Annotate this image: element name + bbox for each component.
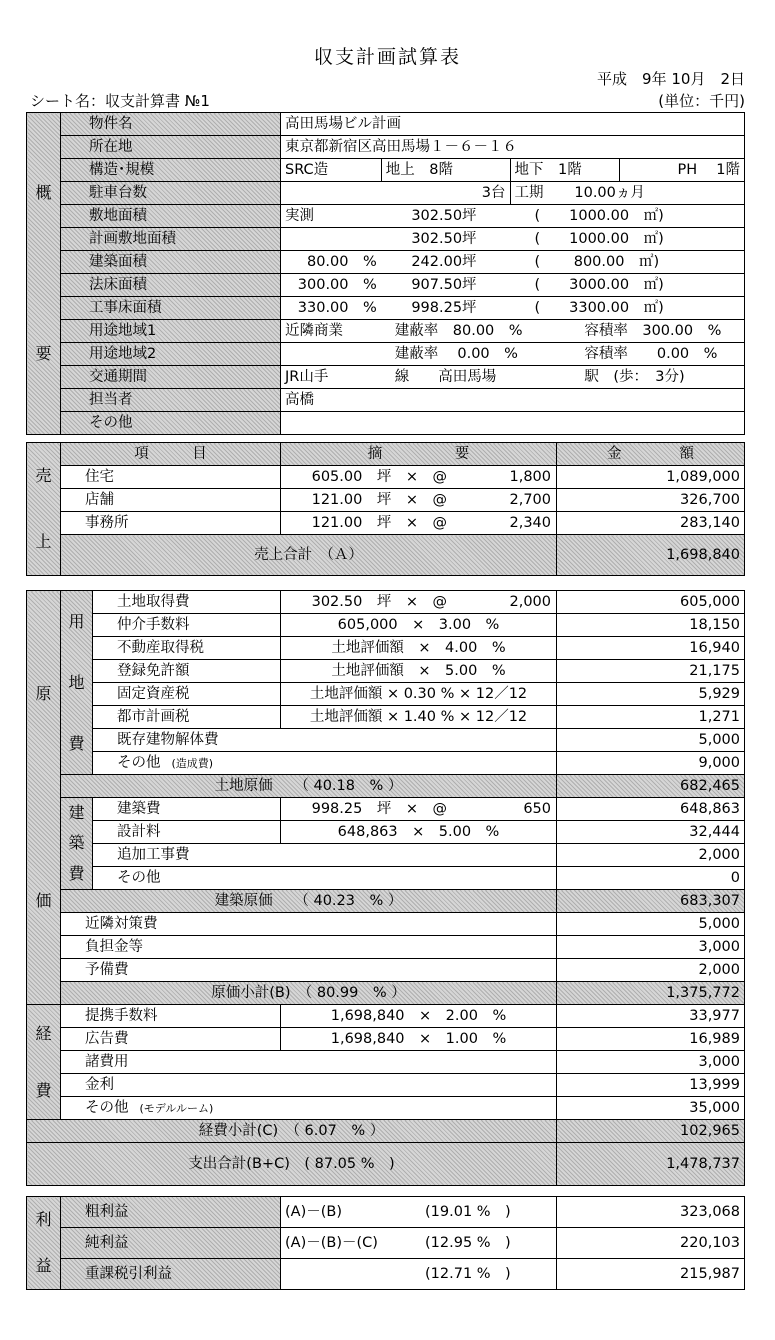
sales-total-amount: 1,698,840 [557, 535, 745, 576]
cost-amount: 18,150 [557, 614, 745, 637]
cell-part: 建蔽率 80.00 % [394, 323, 523, 339]
profit-item: 純利益 [61, 1228, 281, 1259]
overview-row [27, 412, 745, 435]
overview-label: 用途地域2 [61, 343, 281, 366]
cost-item [93, 706, 281, 729]
sales-desc [281, 489, 557, 512]
profit-amount: 323,068 [557, 1197, 745, 1228]
overview-label: その他 [61, 412, 281, 435]
cell-part [481, 251, 531, 273]
cost-item-label: 土地取得費 [117, 594, 190, 610]
cost-subtotal-row [27, 982, 745, 1005]
cost-amount: 16,940 [557, 637, 745, 660]
cost-desc: 土地評価額 × 5.00 % [281, 660, 557, 683]
land-cost-row [27, 591, 745, 614]
cell-part: 300.00 % [297, 277, 377, 293]
profit-amount: 220,103 [557, 1228, 745, 1259]
profit-row [27, 1197, 745, 1228]
expense-side-label [27, 1005, 61, 1120]
profit-item: 粗利益 [61, 1197, 281, 1228]
cell-part: (12.95 % ) [425, 1235, 511, 1251]
sales-item: 住宅 [61, 466, 281, 489]
cost-item-label: 固定資産税 [117, 686, 190, 702]
cell-part: 121.00 坪 × @ [311, 492, 447, 508]
overview-row [27, 205, 745, 228]
spending-total-amount: 1,478,737 [557, 1143, 745, 1186]
cell-part: ( 800.00 ㎡) [534, 254, 660, 270]
build-side-label [61, 798, 93, 890]
expense-amount: 16,989 [557, 1028, 745, 1051]
expense-amount: 3,000 [557, 1051, 745, 1074]
profit-row [27, 1228, 745, 1259]
side-label-char: 築 [68, 833, 85, 853]
cell-part: JR山手 [285, 369, 329, 385]
side-label-char: 費 [35, 1080, 52, 1100]
cell-part: 302.50坪 [411, 231, 477, 247]
sales-row [27, 512, 745, 535]
cost-item-label: 諸費用 [85, 1054, 129, 1070]
side-label-char: 価 [35, 890, 52, 910]
cost-item-label: 設計料 [117, 824, 161, 840]
cost-item-note: (造成費) [160, 756, 214, 770]
unit-label: (単位：千円) [658, 92, 745, 110]
overview-row [27, 228, 745, 251]
cost-amount: 5,000 [557, 729, 745, 752]
sales-desc [281, 466, 557, 489]
cell-part: 工期 [514, 185, 544, 201]
land-cost-row [27, 614, 745, 637]
cost-item-label: 建築費 [117, 801, 161, 817]
cost-amount: 3,000 [557, 936, 745, 959]
overview-row [27, 297, 745, 320]
overview-row [27, 159, 745, 182]
cell-part [481, 274, 531, 296]
overview-label: 用途地域1 [61, 320, 281, 343]
land-cost-row [27, 683, 745, 706]
cost-desc [281, 591, 557, 614]
cell-part: 998.25 坪 × @ [311, 801, 447, 817]
land-cost-row [27, 752, 745, 775]
document-date: 平成 9年 10月 2日 [597, 70, 745, 88]
expense-subtotal-label: 経費小計(C) （ 6.07 % ） [27, 1120, 557, 1143]
cell-part: 線 高田馬場 [394, 369, 497, 385]
other-cost-row [27, 913, 745, 936]
cost-desc [281, 798, 557, 821]
land-cost-row [27, 637, 745, 660]
side-label-char: 費 [68, 863, 85, 883]
overview-row [27, 274, 745, 297]
build-total-label: 建築原価 （ 40.23 % ） [61, 890, 557, 913]
cost-item-label: 追加工事費 [117, 847, 190, 863]
cell-part: ( 1000.00 ㎡) [534, 231, 664, 247]
cell-part: 121.00 坪 × @ [311, 515, 447, 531]
overview-row [27, 113, 745, 136]
cost-item [93, 844, 557, 867]
profit-formula [281, 1259, 557, 1290]
cost-item: 負担金等 [61, 936, 557, 959]
cell-part: 998.25坪 [411, 300, 477, 316]
overview-label: 交通期間 [61, 366, 281, 389]
build-cost-row [27, 821, 745, 844]
overview-value [281, 343, 745, 366]
cost-item-label: 都市計画税 [117, 709, 190, 725]
cost-desc: 土地評価額 × 1.40 % × 12／12 [281, 706, 557, 729]
cell-part: 302.50坪 [411, 208, 477, 224]
overview-label: 建築面積 [61, 251, 281, 274]
cost-item [61, 1097, 557, 1120]
overview-label: 駐車台数 [61, 182, 281, 205]
side-label-char: 用 [68, 611, 85, 631]
overview-value [281, 159, 745, 182]
expense-desc: 1,698,840 × 2.00 % [281, 1005, 557, 1028]
land-cost-row [27, 729, 745, 752]
profit-side-label [27, 1197, 61, 1290]
side-label-char: 費 [68, 733, 85, 753]
cost-item [93, 867, 557, 890]
cell-part: (12.71 % ) [425, 1266, 511, 1282]
profit-formula [281, 1197, 557, 1228]
cost-amount: 648,863 [557, 798, 745, 821]
cell-part: 1,800 [509, 469, 551, 485]
land-total-amount: 682,465 [557, 775, 745, 798]
cost-desc: 648,863 × 5.00 % [281, 821, 557, 844]
cost-item-label: 提携手数料 [85, 1008, 158, 1024]
sales-desc [281, 512, 557, 535]
land-cost-row [27, 706, 745, 729]
expense-row [27, 1005, 745, 1028]
cost-item [93, 683, 281, 706]
spending-total-label: 支出合計(B+C) ( 87.05 % ) [27, 1143, 557, 1186]
expense-row [27, 1051, 745, 1074]
cell-part: SRC造 [285, 162, 329, 178]
cost-item-note: (モデルルーム) [128, 1101, 214, 1115]
cost-item [93, 614, 281, 637]
build-total-amount: 683,307 [557, 890, 745, 913]
sales-item: 店舗 [61, 489, 281, 512]
sales-row [27, 489, 745, 512]
cost-desc: 土地評価額 × 4.00 % [281, 637, 557, 660]
cost-item-label: その他 [117, 870, 161, 886]
expense-row [27, 1097, 745, 1120]
overview-row [27, 251, 745, 274]
column-header-item: 項 目 [61, 443, 281, 466]
expense-desc: 1,698,840 × 1.00 % [281, 1028, 557, 1051]
sales-header-row [27, 443, 745, 466]
cell-part: (19.01 % ) [425, 1204, 511, 1220]
profit-amount: 215,987 [557, 1259, 745, 1290]
cell-part: (A)－(B) [285, 1204, 342, 1220]
cost-item-label: 金利 [85, 1077, 114, 1093]
profit-table [26, 1196, 745, 1290]
overview-row [27, 343, 745, 366]
cost-item: 近隣対策費 [61, 913, 557, 936]
cell-part: 地下 1階 [511, 159, 621, 181]
side-label-char: 利 [35, 1210, 52, 1229]
cost-item-label: その他 [117, 754, 161, 771]
side-label-char: 建 [68, 803, 85, 823]
overview-value: 高田馬場ビル計画 [281, 113, 745, 136]
overview-label: 物件名 [61, 113, 281, 136]
side-label-char: 地 [68, 672, 85, 692]
cost-desc: 605,000 × 3.00 % [281, 614, 557, 637]
cell-part [281, 343, 391, 365]
cost-item: 予備費 [61, 959, 557, 982]
cell-part: 2,340 [509, 515, 551, 531]
sales-table [26, 442, 745, 576]
cell-part: 80.00 % [306, 254, 377, 270]
cost-item [93, 729, 557, 752]
cost-amount: 2,000 [557, 959, 745, 982]
cost-amount: 32,444 [557, 821, 745, 844]
overview-value [281, 320, 745, 343]
cost-side-label [27, 591, 61, 1005]
cell-part: 2,000 [509, 594, 551, 610]
other-cost-row [27, 959, 745, 982]
cell-part: 建蔽率 0.00 % [394, 346, 518, 362]
cell-part [281, 228, 381, 250]
sales-total-label: 売上合計 （Ａ） [61, 535, 557, 576]
cell-part: 242.00坪 [411, 254, 477, 270]
side-label-char: 原 [35, 684, 52, 704]
sales-amount: 283,140 [557, 512, 745, 535]
overview-value: 高橋 [281, 389, 745, 412]
other-cost-row [27, 936, 745, 959]
build-cost-row [27, 867, 745, 890]
land-total-row [27, 775, 745, 798]
cell-part: 650 [523, 801, 551, 817]
expense-row [27, 1028, 745, 1051]
cost-item [93, 752, 557, 775]
expense-subtotal-amount: 102,965 [557, 1120, 745, 1143]
cost-item-label: 不動産取得税 [117, 640, 204, 656]
spending-total-row [27, 1143, 745, 1186]
cost-amount: 5,929 [557, 683, 745, 706]
cost-desc: 土地評価額 × 0.30 % × 12／12 [281, 683, 557, 706]
overview-label: 工事床面積 [61, 297, 281, 320]
cell-part: 近隣商業 [285, 323, 343, 339]
cell-part: 302.50 坪 × @ [311, 594, 447, 610]
side-label-char: 概 [35, 183, 52, 203]
side-label-char: 要 [35, 343, 52, 363]
expense-subtotal-row [27, 1120, 745, 1143]
cell-part: ( 1000.00 ㎡) [534, 208, 664, 224]
cost-item-label: その他 [85, 1099, 129, 1116]
profit-item: 重課税引利益 [61, 1259, 281, 1290]
overview-row [27, 320, 745, 343]
profit-formula [281, 1228, 557, 1259]
overview-row [27, 136, 745, 159]
cell-part: 駅 (歩： 3分) [584, 369, 685, 385]
cost-item-label: 広告費 [85, 1031, 129, 1047]
cell-part: ( 3300.00 ㎡) [534, 300, 664, 316]
overview-value [281, 412, 745, 435]
sales-amount: 1,089,000 [557, 466, 745, 489]
overview-value [281, 251, 745, 274]
overview-label: 所在地 [61, 136, 281, 159]
sales-row [27, 466, 745, 489]
sales-total-row [27, 535, 745, 576]
cell-part: 3台 [281, 182, 511, 204]
cost-item [61, 1005, 281, 1028]
cell-part: 地上 8階 [381, 159, 511, 181]
cell-part [481, 228, 531, 250]
cell-part [481, 205, 531, 227]
overview-label: 構造･規模 [61, 159, 281, 182]
cell-part: 容積率 300.00 % [584, 323, 722, 339]
cost-item [93, 798, 281, 821]
overview-label: 法床面積 [61, 274, 281, 297]
side-label-char: 経 [35, 1023, 52, 1043]
cell-part: 330.00 % [297, 300, 377, 316]
cost-item-label: 既存建物解体費 [117, 732, 219, 748]
expense-amount: 33,977 [557, 1005, 745, 1028]
profit-row [27, 1259, 745, 1290]
cost-item [61, 1028, 281, 1051]
cell-part: 実測 [285, 208, 314, 224]
expense-amount: 35,000 [557, 1097, 745, 1120]
cell-part: 907.50坪 [411, 277, 477, 293]
overview-value [281, 274, 745, 297]
side-label-char: 上 [35, 532, 52, 551]
sales-side-label [27, 443, 61, 576]
overview-value: 東京都新宿区高田馬場１－６－１６ [281, 136, 745, 159]
cell-part: 605.00 坪 × @ [311, 469, 447, 485]
expense-amount: 13,999 [557, 1074, 745, 1097]
build-cost-row [27, 798, 745, 821]
cost-amount: 2,000 [557, 844, 745, 867]
overview-row [27, 366, 745, 389]
overview-value [281, 182, 745, 205]
overview-table [26, 112, 745, 435]
overview-label: 計画敷地面積 [61, 228, 281, 251]
land-total-label: 土地原価 （ 40.18 % ） [61, 775, 557, 798]
cell-part [481, 297, 531, 319]
cost-subtotal-label: 原価小計(B) （ 80.99 % ） [61, 982, 557, 1005]
cost-amount: 21,175 [557, 660, 745, 683]
cost-amount: 1,271 [557, 706, 745, 729]
expense-row [27, 1074, 745, 1097]
overview-row [27, 389, 745, 412]
cell-part: (A)－(B)－(C) [285, 1235, 378, 1251]
cost-item-label: 仲介手数料 [117, 617, 190, 633]
cost-amount: 5,000 [557, 913, 745, 936]
cost-item [93, 660, 281, 683]
sheet-name: シート名：収支計算書 №1 [30, 92, 210, 110]
sales-amount: 326,700 [557, 489, 745, 512]
cell-part: ( 3000.00 ㎡) [534, 277, 664, 293]
land-side-label [61, 591, 93, 775]
cell-part: 2,700 [509, 492, 551, 508]
overview-value [281, 366, 745, 389]
cost-item-label: 登録免許額 [117, 663, 190, 679]
cell-part: 10.00ヵ月 [574, 185, 645, 201]
overview-side-label [27, 113, 61, 435]
cost-table [26, 590, 745, 1186]
cost-item [61, 1051, 557, 1074]
side-label-char: 売 [35, 466, 52, 485]
cost-item [61, 1074, 557, 1097]
overview-value [281, 228, 745, 251]
cost-item [93, 637, 281, 660]
cell-part: 容積率 0.00 % [584, 346, 718, 362]
cost-subtotal-amount: 1,375,772 [557, 982, 745, 1005]
overview-value [281, 205, 745, 228]
cost-item [93, 821, 281, 844]
cost-amount: 9,000 [557, 752, 745, 775]
cell-part: PH 1階 [677, 162, 740, 178]
cost-amount: 0 [557, 867, 745, 890]
overview-value [281, 297, 745, 320]
land-cost-row [27, 660, 745, 683]
side-label-char: 益 [35, 1256, 52, 1275]
build-total-row [27, 890, 745, 913]
column-header-amount: 金 額 [557, 443, 745, 466]
cost-item [93, 591, 281, 614]
column-header-desc: 摘 要 [281, 443, 557, 466]
cost-amount: 605,000 [557, 591, 745, 614]
overview-label: 担当者 [61, 389, 281, 412]
build-cost-row [27, 844, 745, 867]
overview-row [27, 182, 745, 205]
cell-part [281, 1259, 421, 1289]
overview-label: 敷地面積 [61, 205, 281, 228]
sales-item: 事務所 [61, 512, 281, 535]
page-title: 収支計画試算表 [313, 46, 461, 68]
